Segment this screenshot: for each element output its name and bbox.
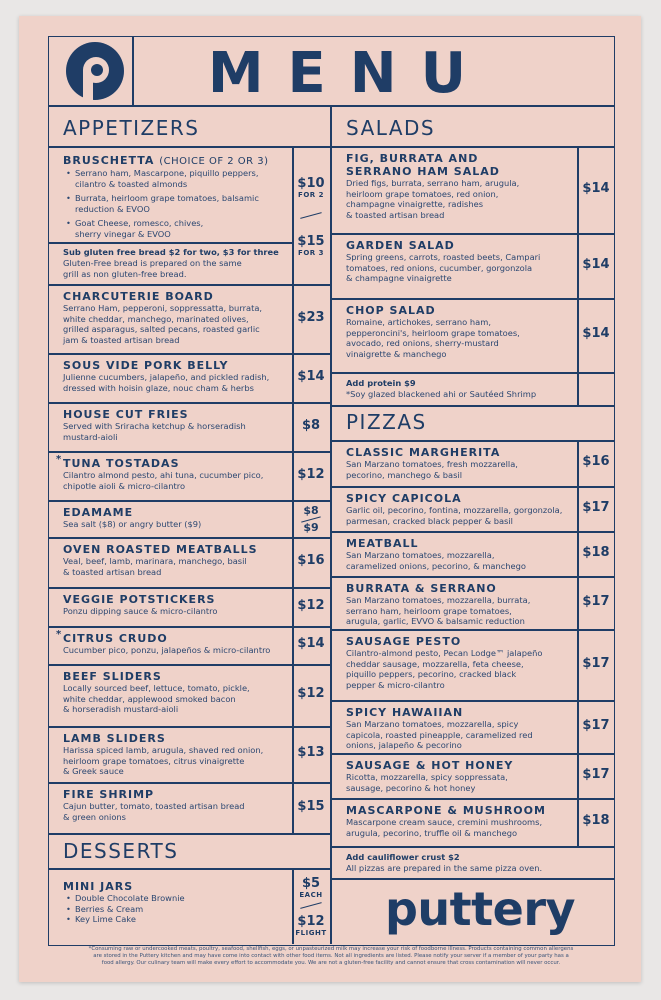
item-description: Harissa spiced lamb, arugula, shaved red onion, [63, 745, 264, 755]
bullet-line-cont [63, 179, 269, 190]
item-name: VEGGIE POTSTICKERS [63, 593, 216, 606]
appetizer-item [63, 506, 201, 530]
item-name: SPICY CAPICOLA [346, 492, 462, 505]
pizza-item [346, 635, 542, 690]
item-name: MASCARPONE & MUSHROOM [346, 804, 546, 817]
item-description: & toasted artisan bread [63, 566, 162, 577]
item-name: SOUS VIDE PORK BELLY [63, 359, 229, 372]
item-price: $17 [582, 766, 610, 782]
bruschetta-item [63, 154, 269, 239]
item-description: & Greek sauce [63, 766, 124, 777]
item-name: MEATBALL [346, 537, 419, 550]
item-description: grilled asparagus, salted pecans, roasted garlic [63, 324, 260, 335]
price-value: $15 [297, 234, 325, 249]
item-price: $14 [582, 180, 610, 196]
salad-item [346, 304, 520, 359]
appetizer-item [63, 290, 262, 345]
menu-title: MENU [207, 41, 491, 106]
item-price: $8 [303, 503, 319, 517]
item-name: GARDEN SALAD [346, 239, 455, 252]
pizza-item [346, 759, 513, 793]
dessert-price-flight [294, 914, 328, 937]
divider [48, 284, 331, 286]
note-text: grill as non gluten-free bread. [63, 268, 187, 279]
note-bold: Add cauliflower crust $2 [346, 852, 460, 862]
divider [331, 576, 615, 578]
item-description: Veal, beef, lamb, marinara, manchego, basil [63, 556, 247, 566]
divider [48, 868, 331, 870]
divider [48, 451, 331, 453]
allergen-footnote [55, 946, 607, 967]
item-price: $18 [582, 813, 610, 828]
divider [48, 537, 331, 539]
bullet-text: reduction & EVOO [75, 203, 150, 214]
item-description: mustard-aioli [63, 431, 118, 442]
item-description: San Marzano tomatoes, fresh mozzarella, [346, 459, 518, 469]
bruschetta-price-2 [294, 176, 328, 199]
salads-heading: SALADS [346, 116, 436, 140]
item-description: Serrano Ham, pepperoni, soppressatta, burrata, [63, 303, 263, 313]
item-description: white cheddar, manchego, marinated olives, [63, 313, 249, 324]
item-choice: (CHOICE OF 2 OR 3) [159, 156, 269, 167]
appetizer-item [63, 593, 217, 617]
item-name: FIG, BURRATA AND [346, 152, 479, 165]
item-description: arugula, pecorino, truffle oil & manchego [346, 827, 518, 838]
item-price: $16 [297, 553, 325, 568]
item-description: cheddar sausage, mozzarella, feta cheese, [346, 658, 524, 669]
divider [331, 700, 615, 702]
note-text: Gluten-Free bread is prepared on the same [63, 258, 242, 268]
appetizer-item [63, 543, 258, 577]
item-name: MINI JARS [63, 880, 134, 893]
price-value: $12 [297, 914, 325, 929]
price-value: $10 [297, 176, 325, 191]
item-price: $14 [297, 368, 325, 384]
item-description: Garlic oil, pecorino, fontina, mozzarella, gorgonzola, [346, 505, 563, 515]
desserts-heading: DESSERTS [63, 839, 179, 863]
item-description: pepperoncini's, heirloom grape tomatoes, [346, 327, 520, 338]
appetizers-heading: APPETIZERS [63, 116, 200, 140]
item-name: SPICY HAWAIIAN [346, 706, 464, 719]
item-price: $14 [297, 636, 325, 651]
item-name: HOUSE CUT FRIES [63, 408, 189, 421]
divider [48, 146, 331, 148]
divider [331, 753, 615, 755]
dessert-option: • Key Lime Cake [63, 914, 185, 925]
price-sub: FOR 2 [298, 191, 324, 199]
item-price: $17 [582, 499, 610, 515]
mini-jars-item [63, 880, 185, 925]
bullet-line: • Serrano ham, Mascarpone, piquillo peppers, [63, 168, 269, 179]
item-description: jam & toasted artisan bread [63, 334, 180, 345]
item-description: Cajun butter, tomato, toasted artisan bread [63, 801, 245, 811]
divider [48, 664, 331, 666]
item-name: BEEF SLIDERS [63, 670, 162, 683]
divider [331, 798, 615, 800]
item-price: $12 [297, 597, 325, 613]
divider [331, 146, 615, 148]
item-description: heirloom grape tomatoes, red onion, [346, 188, 499, 199]
item-description: San Marzano tomatoes, mozzarella, [346, 550, 495, 560]
item-description: San Marzano tomatoes, mozzarella, burrata, [346, 595, 531, 605]
item-name: CLASSIC MARGHERITA [346, 446, 501, 459]
divider [48, 242, 293, 244]
pizza-item [346, 804, 546, 838]
bullet-line-cont [63, 204, 269, 215]
footnote-line: *Consuming raw or undercooked meats, poultry, seafood, shellfish, eggs, or unpasteurized milk may increase your risk of foodborne illness. Products containing common allergens [88, 946, 574, 952]
item-name: SAUSAGE & HOT HONEY [346, 759, 514, 772]
asterisk-mark: * [56, 629, 62, 640]
divider [331, 405, 615, 407]
item-description: heirloom grape tomatoes, citrus vinaigrette [63, 755, 245, 766]
appetizer-item [63, 788, 245, 822]
bullet-line: • Goat Cheese, romesco, chives, [63, 218, 269, 229]
item-description: Cucumber pico, ponzu, jalapeños & micro-cilantro [63, 645, 271, 655]
pizza-note [346, 852, 542, 874]
price-sub: EACH [299, 891, 323, 899]
item-description: arugula, garlic, EVVO & balsamic reduction [346, 616, 525, 627]
divider [48, 587, 331, 589]
item-price: $13 [297, 745, 325, 760]
divider [48, 782, 331, 784]
divider [331, 372, 615, 374]
item-description: Sea salt ($8) or angry butter ($9) [63, 519, 202, 529]
item-price: $9 [303, 520, 319, 534]
item-description: tomatoes, red onions, cucumber, gorgonzola [346, 262, 533, 273]
item-description: & champagne vinaigrette [346, 273, 452, 284]
item-description: pecorino, manchego & basil [346, 469, 463, 480]
appetizer-item [63, 359, 269, 393]
item-description: Served with Sriracha ketchup & horseradish [63, 421, 246, 431]
item-name: BURRATA & SERRANO [346, 582, 497, 595]
menu-paper [19, 16, 641, 982]
note-bold: Sub gluten free bread $2 for two, $3 for three [63, 247, 279, 257]
bullet-text: sherry vinegar & EVOO [75, 228, 171, 239]
item-price: $17 [582, 717, 610, 733]
appetizer-item [63, 457, 263, 491]
item-price: $23 [297, 309, 325, 325]
item-description: white cheddar, applewood smoked bacon [63, 693, 236, 704]
pizza-item [346, 706, 533, 751]
divider [331, 846, 615, 848]
note-bold: Add protein $9 [346, 378, 416, 388]
item-description: pepper & micro-cilantro [346, 679, 445, 690]
salad-item [346, 239, 540, 284]
divider [48, 402, 331, 404]
item-name: CITRUS CRUDO [63, 632, 168, 645]
divider [331, 440, 615, 442]
column-divider [330, 106, 332, 944]
divider [331, 298, 615, 300]
appetizer-item [63, 408, 246, 442]
bullet-line: • Burrata, heirloom grape tomatoes, balsamic [63, 193, 269, 204]
note-text: *Soy glazed blackened ahi or Sautéed Shrimp [346, 389, 537, 399]
item-description: piquillo peppers, pecorino, cracked black [346, 669, 517, 680]
item-description: chipotle aioli & micro-cilantro [63, 480, 186, 491]
price-sub: FOR 3 [298, 249, 324, 257]
item-description: capicola, roasted pineapple, caramelized red [346, 729, 533, 740]
item-description: Ponzu dipping sauce & micro-cilantro [63, 606, 218, 616]
item-description: & toasted artisan bread [346, 209, 445, 220]
item-description: San Marzano tomatoes, mozzarella, spicy [346, 719, 519, 729]
footnote-line: food allergy. Our culinary team will make every effort to accommodate you. We are not a gluten-free facility and cannot ensure that cross contamination will never occur. [101, 960, 561, 966]
item-name: CHOP SALAD [346, 304, 436, 317]
protein-note [346, 378, 536, 400]
item-description: & green onions [63, 811, 127, 822]
dessert-price-each [294, 876, 328, 899]
item-name: TUNA TOSTADAS [63, 457, 180, 470]
item-price: $12 [297, 466, 325, 482]
item-price: $14 [582, 256, 610, 272]
pizza-item [346, 582, 530, 627]
asterisk-mark: * [56, 454, 62, 465]
item-name: SAUSAGE PESTO [346, 635, 462, 648]
footnote-line: are stored in the Puttery kitchen and may have come into contact with other food items. Not all ingredients are listed. Please notify your server if a member of your party has a [93, 953, 569, 959]
item-price: $16 [582, 454, 610, 469]
item-name: FIRE SHRIMP [63, 788, 155, 801]
item-description: dressed with hoisin glaze, nouc cham & herbs [63, 382, 254, 393]
item-description: vinaigrette & manchego [346, 348, 447, 359]
dessert-option: • Berries & Cream [63, 904, 185, 915]
dessert-option: • Double Chocolate Brownie [63, 893, 185, 904]
divider [331, 233, 615, 235]
item-description: Cilantro-almond pesto, Pecan Lodge™ jalapeño [346, 648, 543, 658]
divider [48, 833, 331, 835]
divider [331, 531, 615, 533]
appetizer-item [63, 632, 270, 656]
item-description: champagne vinaigrette, radishes [346, 199, 484, 210]
pizza-item [346, 492, 562, 526]
divider [48, 500, 331, 502]
appetizer-item [63, 732, 263, 777]
item-price: $18 [582, 544, 610, 560]
puttery-wordmark: puttery [384, 882, 576, 936]
item-price: $12 [297, 686, 325, 701]
appetizer-item [63, 670, 250, 715]
item-name: SERRANO HAM SALAD [346, 165, 500, 178]
divider [48, 353, 331, 355]
item-description: Mascarpone cream sauce, cremini mushrooms, [346, 817, 543, 827]
bruschetta-price-3 [294, 234, 328, 257]
divider [331, 629, 615, 631]
item-description: & horseradish mustard-aioli [63, 704, 179, 715]
item-description: caramelized onions, pecorino, & manchego [346, 560, 527, 571]
item-description: Spring greens, carrots, roasted beets, Campari [346, 252, 541, 262]
item-description: serrano ham, heirloom grape tomatoes, [346, 605, 512, 616]
item-price: $17 [582, 655, 610, 671]
item-price: $8 [301, 417, 321, 433]
item-name: OVEN ROASTED MEATBALLS [63, 543, 258, 556]
item-price: $15 [297, 798, 325, 814]
item-price: $14 [582, 326, 610, 341]
gluten-free-note [63, 247, 279, 279]
item-name: CHARCUTERIE BOARD [63, 290, 214, 303]
item-name: LAMB SLIDERS [63, 732, 166, 745]
item-description: Cilantro almond pesto, ahi tuna, cucumber pico, [63, 470, 264, 480]
salad-item [346, 152, 519, 220]
item-name: BRUSCHETTA [63, 154, 155, 167]
pizzas-heading: PIZZAS [346, 410, 427, 434]
item-name: EDAMAME [63, 506, 134, 519]
bullet-text: cilantro & toasted almonds [75, 178, 188, 189]
item-description: sausage, pecorino & hot honey [346, 782, 476, 793]
bullet-line-cont [63, 229, 269, 240]
divider [48, 726, 331, 728]
price-sub: FLIGHT [295, 929, 327, 937]
divider [331, 878, 615, 880]
pizza-item [346, 446, 518, 480]
item-price: $17 [582, 593, 610, 609]
divider [331, 486, 615, 488]
item-description: Locally sourced beef, lettuce, tomato, pickle, [63, 683, 250, 693]
item-description: onions, jalapeño & pecorino [346, 740, 462, 751]
note-text: All pizzas are prepared in the same pizza oven. [346, 863, 543, 873]
divider [48, 626, 331, 628]
price-value: $5 [301, 876, 321, 891]
item-description: parmesan, cracked black pepper & basil [346, 515, 513, 526]
item-description: Ricotta, mozzarella, spicy soppressata, [346, 772, 508, 782]
item-description: Dried figs, burrata, serrano ham, arugula, [346, 178, 520, 188]
item-description: Julienne cucumbers, jalapeño, and pickled radish, [63, 372, 270, 382]
pizza-item [346, 537, 526, 571]
item-description: avocado, red onions, sherry-mustard [346, 338, 499, 349]
item-description: Romaine, artichokes, serrano ham, [346, 317, 491, 327]
